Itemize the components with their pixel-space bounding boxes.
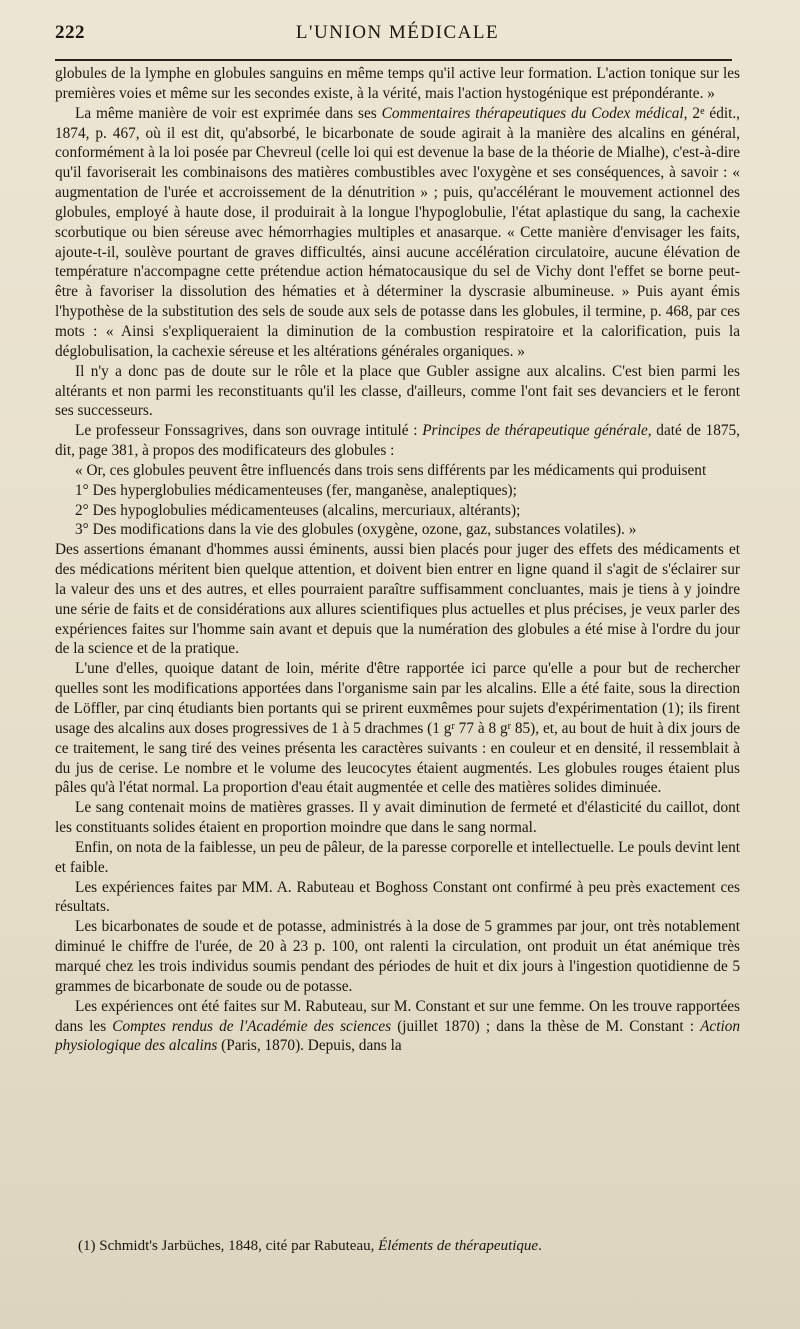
footnote [78,1236,740,1256]
text-run: Le sang contenait moins de matières grasses. Il y avait diminution de fermeté et d'élasticité du caillot, dont les constituants solides étaient en proportion moindre que dans le sang normal. [55,799,740,837]
text-run: , 2 [683,104,701,122]
superscript: e [700,105,705,117]
paragraph [55,838,740,878]
text-run: édit., 1874, p. 467, où il est dit, qu'absorbé, le bicarbonate de soude agirait à la manière des alcalins en général, conformément à la loi posée par Chevreul (celle loi qui est devenue la base de la théorie de Mialhe), c'est-à-dire qu'il favoriserait les combinaisons des matières combustibles avec l'oxygène et ses conséquences, à savoir : « augmentation de l'urée et accroissement de la dénutrition » ; puis, qu'accélérant le mouvement actionnel des globules, employé à haute dose, il produirait à la longue l'hypoglobulie, l'état aplastique du sang, la cachexie scorbutique ou bien séreuse avec hémorrhagies multiples et anasarque. « Cette manière d'envisager les faits, ajoute-t-il, soulève pourtant de graves difficultés, ainsi aucune accélération circulatoire, aucune élévation de température n'accompagne cette prétendue action hématocausique du sel de Vichy dont l'effet se borne peut-être à favoriser la dissolution des hématies et à déterminer la dyscrasie albumineuse. » Puis ayant émis l'hypothèse de la substitution des sels de soude aux sels de potasse dans les globules, il termine, p. 468, par ces mots : « Ainsi s'expliqueraient la diminution de la combustion respiratoire et la calorification, puis la déglobulisation, la cachexie séreuse et les altérations générales organiques. » [55,104,741,360]
italic-title: Éléments de thérapeutique [378,1238,539,1254]
paragraph [55,997,740,1057]
paragraph [55,798,740,838]
text-run: Les expériences ont été faites sur M. Rabuteau, sur M. Constant et sur une femme. On les trouve rapportées dans les [55,997,740,1035]
text-run: Les bicarbonates de soude et de potasse, administrés à la dose de 5 grammes par jour, ont très notablement diminué le chiffre de l'urée, de 20 à 23 p. 100, ont ralenti la circulation, ont produit un état anémique très marqué chez les trois individus soumis pendant des périodes de huit et dix jours à l'ingestion quotidienne de 5 grammes de bicarbonate de soude ou de potasse. [55,918,740,995]
page-header [55,20,740,50]
paragraph [55,659,740,798]
superscript: r [507,720,511,732]
paragraph [55,917,740,996]
superscript: r [451,720,455,732]
list-item [55,481,740,501]
text-run: (1) Schmidt's Jarbüches, 1848, cité par Rabuteau, [78,1238,379,1254]
text-run: (Paris, 1870). Depuis, dans la [217,1037,402,1055]
text-run: 3° Des modifications dans la vie des globules (oxygène, ozone, gaz, substances volatiles). » [75,521,637,539]
paragraph [55,878,740,918]
text-run: Le professeur Fonssagrives, dans son ouvrage intitulé : [75,422,423,440]
list-item [55,520,740,540]
text-run: La même manière de voir est exprimée dans ses [75,104,382,122]
italic-title: Comptes rendus de l'Académie des sciences [112,1017,392,1035]
text-run: globules de la lymphe en globules sanguins en même temps qu'il active leur formation. L'action tonique sur les premières voies et même sur les secondes existe, à la vérité, mais l'action hystogénique est prépondérante. » [55,65,740,102]
italic-title: Principes de thérapeutique générale [422,422,648,440]
paragraph [55,362,740,422]
text-run: Les expériences faites par MM. A. Rabuteau et Boghoss Constant ont confirmé à peu près exactement ces résultats. [55,878,740,916]
text-run: 85), et, au bout de huit à dix jours de ce traitement, le sang tiré des veines présenta les caractères suivants : en couleur et en densité, il ressemblait à du jus de cerise. Le nombre et le volume des leucocytes étaient augmentés. Les globules rouges étaient plus pâles qu'à l'état normal. La proportion d'eau était augmentée et celle des matières solides diminuée. [55,719,741,797]
body-text [55,64,740,1056]
paragraph [55,104,740,362]
text-run: . [538,1238,542,1254]
paragraph [55,421,740,461]
text-run: , daté de 1875, dit, page 381, à propos des modificateurs des globules : [55,422,741,460]
text-run: 2° Des hypoglobulies médicamenteuses (alcalins, mercuriaux, altérants); [75,501,521,519]
text-run: L'une d'elles, quoique datant de loin, mérite d'être rapportée ici parce qu'elle a pour but de rechercher quelles sont les modifications apportées dans l'organisme sain par les alcalins. Elle a été faite, sous la direction de Löffler, par cinq étudiants bien portants qui se prirent euxmêmes pour sujets d'expérimentation (1); ils firent usage des alcalins aux doses progressives de 1 à 5 drachmes (1 g [55,660,740,737]
text-run: (juillet 1870) ; dans la thèse de M. Constant : [391,1017,701,1035]
text-run: Enfin, on nota de la faiblesse, un peu de pâleur, de la paresse corporelle et intellectuelle. Le pouls devint lent et faible. [55,838,740,876]
running-title: L'UNION MÉDICALE [295,22,500,43]
italic-title: Commentaires thérapeutiques du Codex médical [381,104,684,122]
list-item [55,501,740,521]
paragraph [55,540,740,659]
text-run: « Or, ces globules peuvent être influencés dans trois sens différents par les médicaments qui produisent [75,461,707,479]
page-number: 222 [55,22,85,43]
text-run: Des assertions émanant d'hommes aussi éminents, aussi bien placés pour juger des effets des médicaments et des médications méritent bien quelque attention, et doivent bien entrer en ligne quand il s'agit de s'éclairer sur la valeur des uns et des autres, et elles pourraient paraître suffisamment concluantes, mais je tiens à y joindre une série de faits et de considérations aux allures scientifiques plus actuelles et plus précises, je veux parler des expériences faites sur l'homme sain avant et depuis que la numération des globules a été mise à l'ordre du jour de la science et de la pratique. [55,541,740,658]
text-run: 1° Des hyperglobulies médicamenteuses (fer, manganèse, analeptiques); [75,481,517,499]
italic-title: Action physiologique des alcalins [55,1017,740,1055]
paragraph [55,64,740,104]
paragraph [55,461,740,481]
text-run: Il n'y a donc pas de doute sur le rôle et la place que Gubler assigne aux alcalins. C'est bien parmi les altérants et non parmi les reconstituants qu'il les classe, d'ailleurs, comme l'ont fait ses devanciers et le feront ses successeurs. [55,362,740,420]
text-run: 77 à 8 g [454,719,508,737]
header-rule [55,59,732,61]
